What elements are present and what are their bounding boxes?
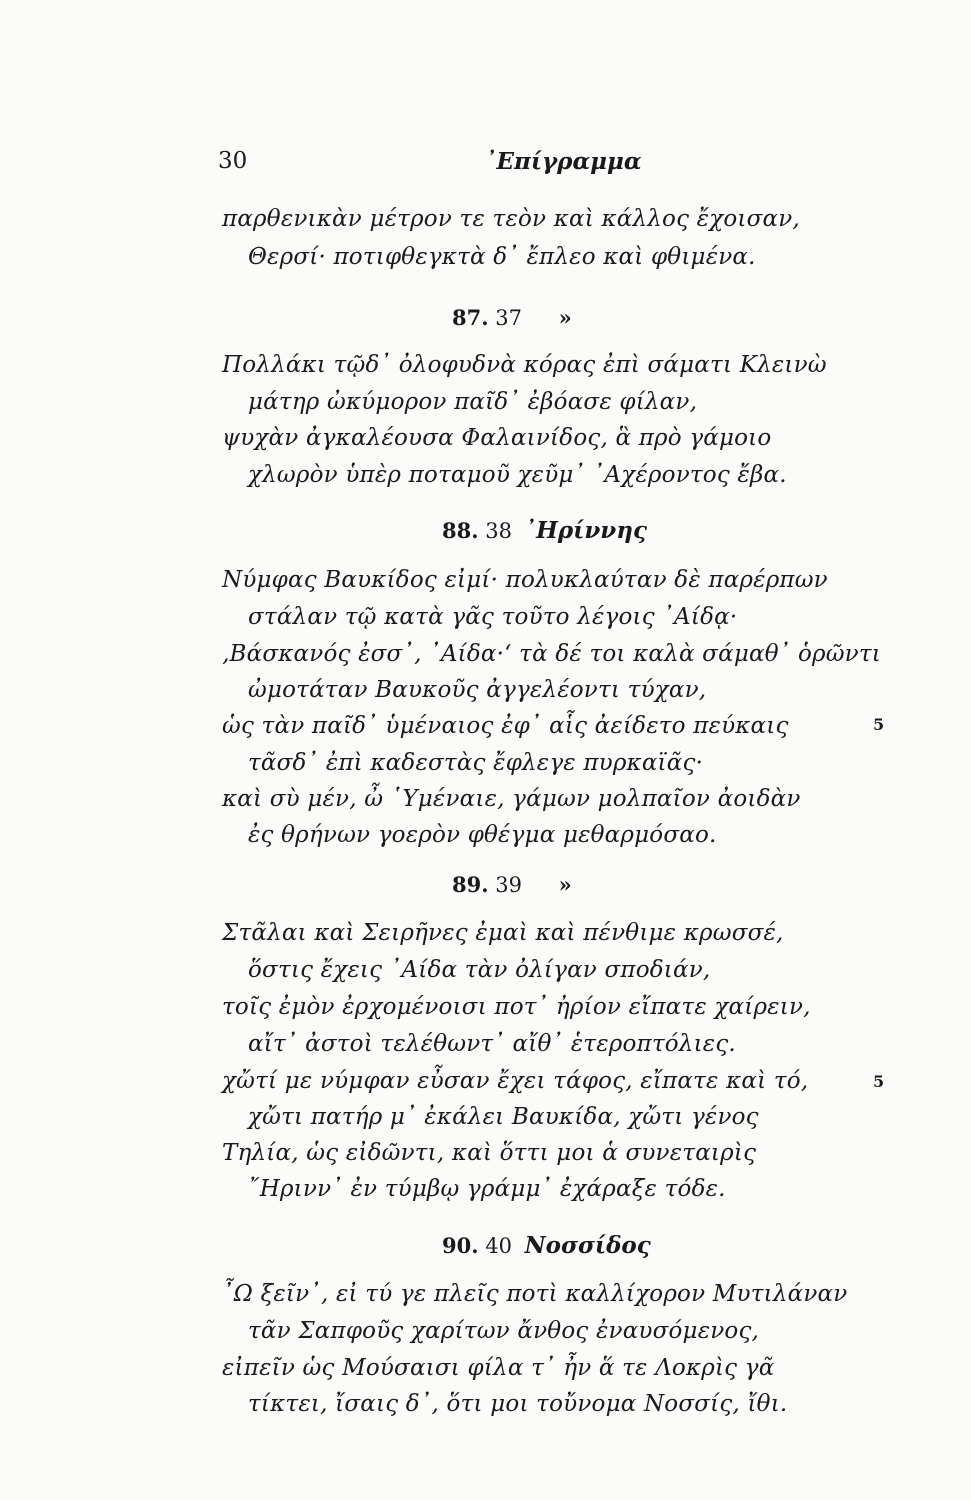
epigram-subnumber: 39 [495, 873, 522, 897]
poem-line: Τηλία, ὡς εἰδῶντι, καὶ ὅττι μοι ἁ συνεταιρὶς [222, 1140, 757, 1166]
poem-line: Θερσί· ποτιφθεγκτὰ δ᾽ ἔπλεο καὶ φθιμένα. [248, 244, 756, 270]
poem-line: ῏Ω ξεῖν᾽, εἰ τύ γε πλεῖς ποτὶ καλλίχορον Μυτιλάναν [222, 1281, 848, 1307]
poem-line: μάτηρ ὠκύμορον παῖδ᾽ ἐβόασε φίλαν, [248, 389, 698, 415]
poem-line: τᾶσδ᾽ ἐπὶ καδεστὰς ἔφλεγε πυρκαϊᾶς· [248, 750, 704, 776]
poem-line: τᾶν Σαπφοῦς χαρίτων ἄνθος ἐναυσόμενος, [248, 1318, 760, 1344]
epigram-heading [452, 872, 572, 897]
epigram-heading [442, 517, 647, 544]
running-head: ᾿Επίγραμμα [485, 148, 642, 175]
epigram-subnumber: 38 [485, 519, 512, 543]
epigram-heading [452, 305, 572, 330]
epigram-number: 90. [442, 1233, 479, 1258]
epigram-author-ditto: » [558, 305, 572, 330]
poem-line: Νύμφας Βαυκίδος εἰμί· πολυκλαύταν δὲ παρέρπων [222, 567, 828, 593]
poem-line: ὅστις ἔχεις ᾿Αίδα τὰν ὀλίγαν σποδιάν, [248, 957, 711, 983]
poem-line: καὶ σὺ μέν, ὦ ῾Υμέναιε, γάμων μολπαῖον ἀοιδὰν [222, 786, 801, 812]
page-number: 30 [218, 148, 248, 174]
poem-line: Στᾶλαι καὶ Σειρῆνες ἐμαὶ καὶ πένθιμε κρωσσέ, [222, 920, 784, 946]
epigram-heading [442, 1232, 651, 1259]
poem-line: στάλαν τῷ κατὰ γᾶς τοῦτο λέγοις ᾿Αίδᾳ· [248, 604, 738, 630]
poem-line: παρθενικὰν μέτρον τε τεὸν καὶ κάλλος ἔχοισαν, [222, 206, 800, 232]
poem-line: τοῖς ἐμὸν ἐρχομένοισι ποτ᾽ ἠρίον εἴπατε χαίρειν, [222, 994, 811, 1020]
poem-line: χλωρὸν ὑπὲρ ποταμοῦ χεῦμ᾽ ᾿Αχέροντος ἔβα. [248, 462, 787, 488]
poem-line: αἴτ᾽ ἀστοὶ τελέθωντ᾽ αἴθ᾽ ἑτεροπτόλιες. [248, 1031, 736, 1057]
epigram-author: ᾿Ηρίννης [524, 517, 647, 544]
epigram-author-ditto: » [558, 872, 572, 897]
poem-line: εἰπεῖν ὡς Μούσαισι φίλα τ᾽ ἦν ἅ τε Λοκρὶς γᾶ [222, 1355, 775, 1381]
epigram-author: Νοσσίδος [524, 1232, 651, 1259]
poem-line: χὤτι πατήρ μ᾽ ἐκάλει Βαυκίδα, χὤτι γένος [248, 1104, 759, 1130]
poem-line: ἐς θρήνων γοερὸν φθέγμα μεθαρμόσαο. [248, 822, 717, 848]
line-number-margin: 5 [873, 1072, 885, 1091]
poem-line: ὠμοτάταν Βαυκοῦς ἀγγελέοντι τύχαν, [248, 677, 707, 703]
poem-line: ‚Βάσκανός ἐσσ᾽, ᾿Αίδα·‘ τὰ δέ τοι καλὰ σάμαθ᾽ ὁρῶντι [222, 641, 882, 667]
poem-line: Πολλάκι τῷδ᾽ ὀλοφυδνὰ κόρας ἐπὶ σάματι Κλεινὼ [222, 352, 827, 378]
poem-line: τίκτει, ἴσαις δ᾽, ὅτι μοι τοὔνομα Νοσσίς, ἴθι. [248, 1391, 788, 1417]
line-number-margin: 5 [873, 715, 885, 734]
poem-line: χὤτί με νύμφαν εὖσαν ἔχει τάφος, εἴπατε καὶ τό, [222, 1068, 809, 1094]
poem-line: ῎Ηρινν᾽ ἐν τύμβῳ γράμμ᾽ ἐχάραξε τόδε. [248, 1176, 726, 1202]
epigram-number: 87. [452, 305, 489, 330]
epigram-number: 88. [442, 518, 479, 543]
epigram-subnumber: 40 [485, 1234, 512, 1258]
poem-line: ὡς τὰν παῖδ᾽ ὑμέναιος ἐφ᾽ αἷς ἀείδετο πεύκαις [222, 713, 789, 739]
epigram-subnumber: 37 [495, 306, 522, 330]
poem-line: ψυχὰν ἀγκαλέουσα Φαλαινίδος, ἃ πρὸ γάμοιο [222, 425, 772, 451]
epigram-number: 89. [452, 872, 489, 897]
